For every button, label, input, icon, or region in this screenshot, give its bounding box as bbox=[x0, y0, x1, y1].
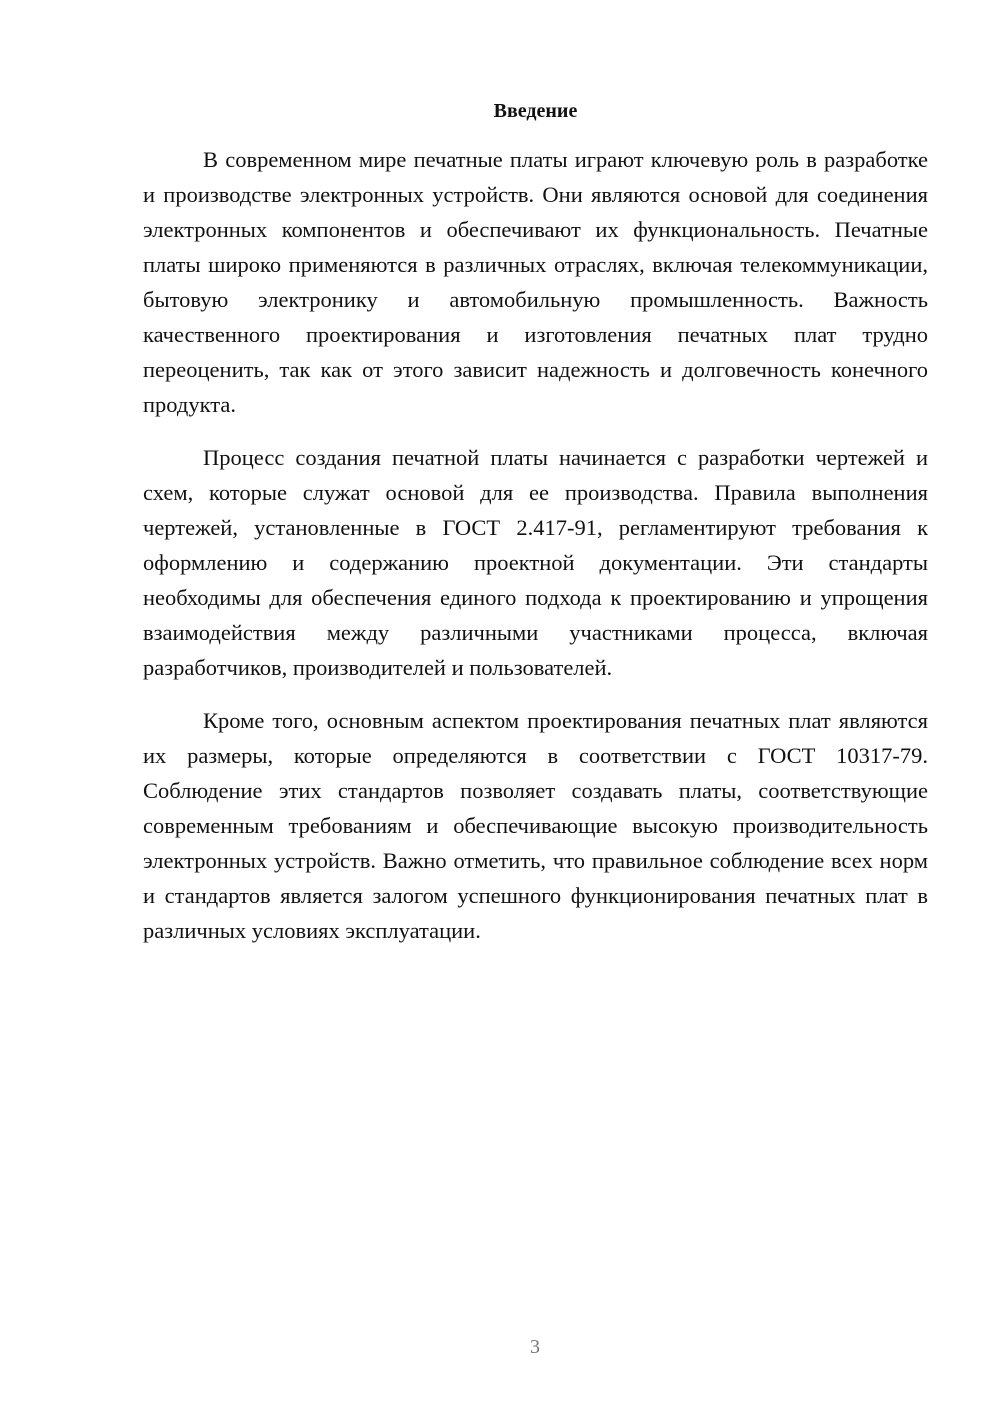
paragraph-3: Кроме того, основным аспектом проектирования печатных плат являются их размеры, которые определяются в соответствии с ГОСТ 10317-79. Соблюдение этих стандартов позволяет создавать платы, соответствующие современным требованиям и обеспечивающие высокую производительность электронных устройств. Важно отметить, что правильное соблюдение всех норм и стандартов является залогом успешного функционирования печатных плат в различных условиях эксплуатации. bbox=[143, 708, 928, 943]
section-title: Введение bbox=[493, 100, 578, 122]
page-number: 3 bbox=[530, 1336, 540, 1358]
paragraph-1: В современном мире печатные платы играют ключевую роль в разработке и производстве электронных устройств. Они являются основой для соединения электронных компонентов и обеспечивают их функциональность. Печатные платы широко применяются в различных отраслях, включая телекоммуникации, бытовую электронику и автомобильную промышленность. Важность качественного проектирования и изготовления печатных плат трудно переоценить, так как от этого зависит надежность и долговечность конечного продукта. bbox=[143, 147, 928, 417]
paragraph-2: Процесс создания печатной платы начинается с разработки чертежей и схем, которые служат основой для ее производства. Правила выполнения чертежей, установленные в ГОСТ 2.417-91, регламентируют требования к оформлению и содержанию проектной документации. Эти стандарты необходимы для обеспечения единого подхода к проектированию и упрощения взаимодействия между различными участниками процесса, включая разработчиков, производителей и пользователей. bbox=[143, 445, 928, 680]
page-content bbox=[143, 98, 928, 966]
